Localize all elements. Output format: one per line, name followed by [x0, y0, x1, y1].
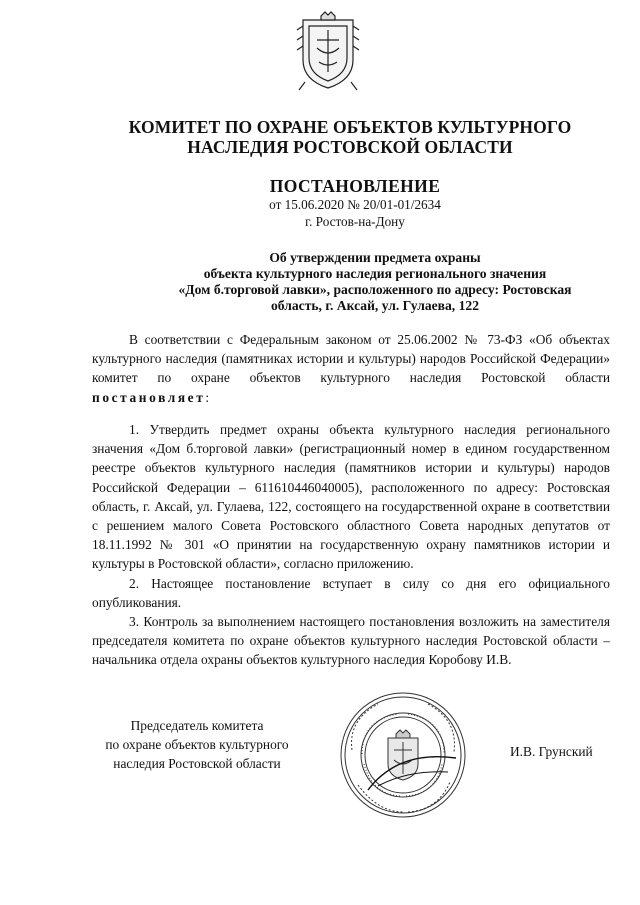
- organization-name-line1: КОМИТЕТ ПО ОХРАНЕ ОБЪЕКТОВ КУЛЬТУРНОГО: [128, 117, 572, 137]
- subject-line: область, г. Аксай, ул. Гулаева, 122: [270, 298, 479, 313]
- resolution-items: [92, 420, 610, 670]
- document-title: ПОСТАНОВЛЕНИЕ: [269, 176, 441, 196]
- regional-emblem-icon: [295, 10, 361, 92]
- document-date-number: от 15.06.2020 № 20/01-01/2634: [269, 197, 441, 212]
- resolution-item-3: 3. Контроль за выполнением настоящего постановления возложить на заместителя председателя комитета по охране объектов культурного наследия Ростовской области – начальника отдела охраны объектов культурного наследия Коробову И.В.: [92, 614, 610, 668]
- official-seal-icon: [338, 690, 468, 820]
- preamble-paragraph: [92, 330, 610, 407]
- resolution-item-2: 2. Настоящее постановление вступает в силу со дня его официального опубликования.: [92, 575, 610, 610]
- subject-line: объекта культурного наследия регионального значения: [203, 266, 547, 281]
- subject-line: Об утверждении предмета охраны: [269, 250, 481, 265]
- preamble-end: :: [205, 389, 210, 405]
- preamble-text: В соответствии с Федеральным законом от 25.06.2002 № 73-ФЗ «Об объектах культурного наследия (памятниках истории и культуры) народов Российской Федерации» комитет по охране объектов культурного наследия Ростовской области: [92, 332, 610, 386]
- organization-name-line2: НАСЛЕДИЯ РОСТОВСКОЙ ОБЛАСТИ: [187, 137, 513, 157]
- signer-name: И.В. Грунский: [510, 744, 593, 759]
- signer-position-line: Председатель комитета: [130, 718, 264, 733]
- signer-position-line: по охране объектов культурного: [105, 737, 289, 752]
- resolution-item-1: 1. Утвердить предмет охраны объекта культурного наследия регионального значения «Дом б.торговой лавки» (регистрационный номер в едином государственном реестре объектов культурного наследия (памятников истории и культуры) народов Российской Федерации – 611610446040005), расположенного по адресу: Ростовская область, г. Аксай, ул. Гулаева, 122, состоящего на государственной охране в соответствии с решением малого Совета Ростовского областного Совета народных депутатов от 18.11.1992 № 301 «О принятии на государственную охрану памятников истории и культуры в Ростовской области», согласно приложению.: [92, 422, 610, 572]
- document-place: г. Ростов-на-Дону: [305, 214, 405, 229]
- subject-line: «Дом б.торговой лавки», расположенного по адресу: Ростовская: [178, 282, 572, 297]
- signer-position-line: наследия Ростовской области: [113, 756, 281, 771]
- preamble-keyword: постановляет: [92, 389, 206, 405]
- signer-position: [88, 716, 306, 773]
